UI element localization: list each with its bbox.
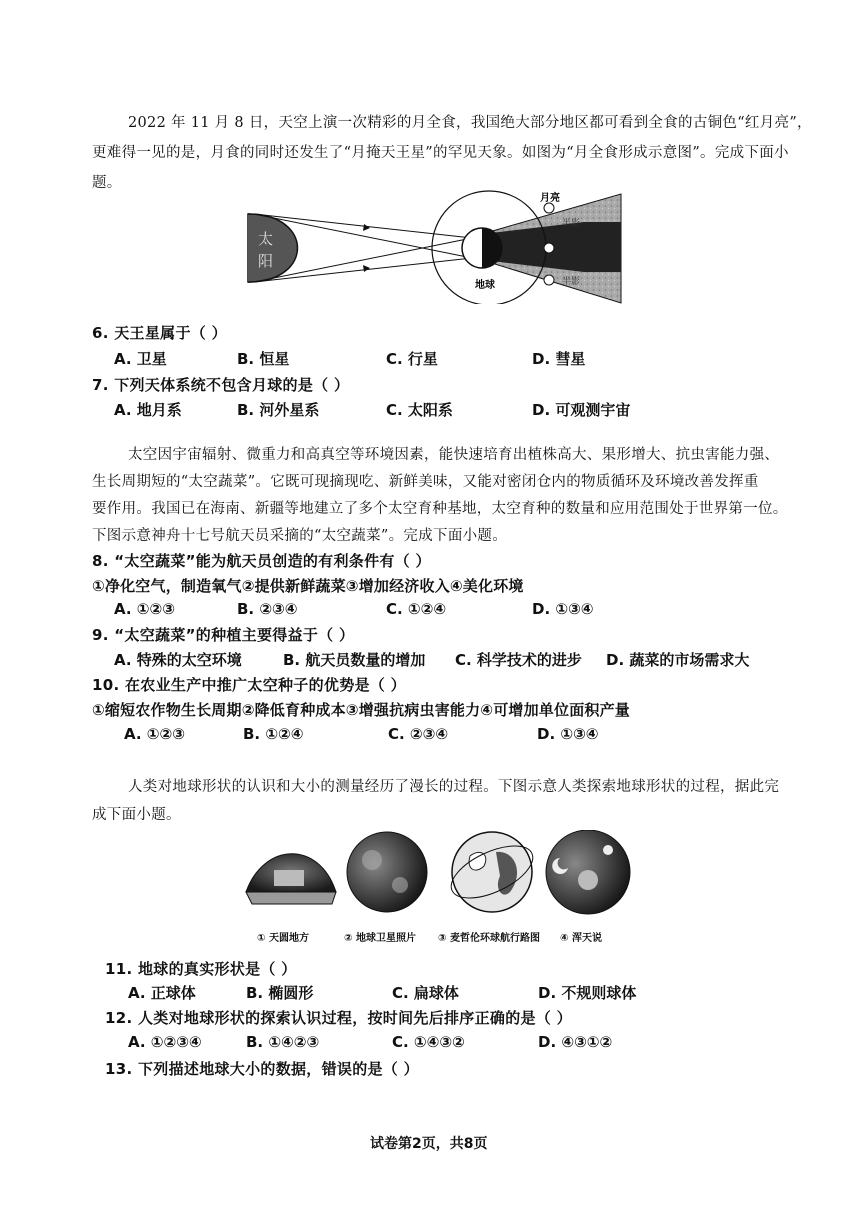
question-6-stem: 6. 天王星属于（ ）: [92, 324, 227, 342]
question-10-option-c[interactable]: C. ②③④: [388, 725, 449, 743]
moon-top: [544, 203, 554, 213]
question-9-option-c[interactable]: C. 科学技术的进步: [455, 651, 582, 669]
question-8-option-b[interactable]: B. ②③④: [237, 600, 298, 618]
satellite-photo-image: [347, 832, 427, 912]
question-11-option-b[interactable]: B. 椭圆形: [246, 984, 314, 1002]
moon-bottom: [544, 275, 554, 285]
sun-label-char-1: 太: [258, 230, 274, 248]
sky-round-earth-square-image: [246, 854, 336, 904]
question-7-stem: 7. 下列天体系统不包含月球的是（ ）: [92, 376, 350, 394]
question-12-stem: 12. 人类对地球形状的探索认识过程，按时间先后排序正确的是（ ）: [105, 1009, 572, 1027]
passage-1-line-2: 更难得一见的是，月食的同时还发生了“月掩天王星”的罕见天象。如图为“月全食形成示意图”。完成下面小: [92, 145, 789, 161]
question-10-stem: 10. 在农业生产中推广太空种子的优势是（ ）: [92, 676, 406, 694]
question-11-option-a[interactable]: A. 正球体: [128, 984, 196, 1002]
question-11-stem: 11. 地球的真实形状是（ ）: [105, 960, 297, 978]
question-10-option-d[interactable]: D. ①③④: [537, 725, 599, 743]
sun-label-char-2: 阳: [258, 252, 274, 270]
earth-label: 地球: [475, 280, 495, 291]
question-6-option-c[interactable]: C. 行星: [386, 350, 438, 368]
question-9-option-a[interactable]: A. 特殊的太空环境: [114, 651, 242, 669]
question-7-option-d[interactable]: D. 可观测宇宙: [532, 401, 631, 419]
question-8-option-c[interactable]: C. ①②④: [386, 600, 447, 618]
passage-2-line-1: 太空因宇宙辐射、微重力和高真空等环境因素，能快速培育出植株高大、果形增大、抗虫害能力强、: [128, 447, 780, 463]
question-6-option-b[interactable]: B. 恒星: [237, 350, 290, 368]
question-8-statements: ①净化空气，制造氧气②提供新鲜蔬菜③增加经济收入④美化环境: [92, 577, 524, 595]
question-7-option-c[interactable]: C. 太阳系: [386, 401, 453, 419]
figure-caption-4: ④ 浑天说: [560, 933, 602, 944]
question-10-option-a[interactable]: A. ①②③: [124, 725, 185, 743]
question-11-option-d[interactable]: D. 不规则球体: [538, 984, 637, 1002]
passage-3-line-2: 成下面小题。: [92, 807, 181, 823]
question-7-option-a[interactable]: A. 地月系: [114, 401, 182, 419]
question-10-statements: ①缩短农作物生长周期②降低育种成本③增强抗病虫害能力④可增加单位面积产量: [92, 701, 631, 719]
figure-caption-3: ③ 麦哲伦环球航行路图: [438, 933, 540, 944]
question-12-option-a[interactable]: A. ①②③④: [128, 1033, 202, 1051]
passage-1-line-1: 2022 年 11 月 8 日，天空上演一次精彩的月全食，我国绝大部分地区都可看到全食的古铜色“红月亮”，: [128, 115, 812, 131]
question-13-stem: 13. 下列描述地球大小的数据，错误的是（ ）: [105, 1060, 419, 1078]
question-6-option-d[interactable]: D. 彗星: [532, 350, 586, 368]
penumbra-label-bottom: 半影: [562, 277, 581, 287]
earth-shape-exploration-figure: [244, 830, 634, 928]
question-6-option-a[interactable]: A. 卫星: [114, 350, 167, 368]
lunar-eclipse-diagram: [244, 186, 626, 304]
question-9-option-d[interactable]: D. 蔬菜的市场需求大: [606, 651, 750, 669]
magellan-route-image: [444, 832, 541, 912]
figure-caption-2: ② 地球卫星照片: [344, 933, 416, 944]
moon-label: 月亮: [540, 193, 560, 204]
question-9-option-b[interactable]: B. 航天员数量的增加: [283, 651, 426, 669]
passage-3-line-1: 人类对地球形状的认识和大小的测量经历了漫长的过程。下图示意人类探索地球形状的过程，据此完: [128, 779, 780, 795]
moon-middle: [544, 243, 554, 253]
question-10-option-b[interactable]: B. ①②④: [243, 725, 304, 743]
question-8-option-a[interactable]: A. ①②③: [114, 600, 175, 618]
question-11-option-c[interactable]: C. 扁球体: [392, 984, 459, 1002]
penumbra-label-top: 半影: [562, 219, 581, 229]
question-7-option-b[interactable]: B. 河外星系: [237, 401, 320, 419]
passage-2-line-4: 下图示意神舟十七号航天员采摘的“太空蔬菜”。完成下面小题。: [92, 528, 508, 544]
figure-caption-1: ① 天圆地方: [257, 933, 309, 944]
question-12-option-b[interactable]: B. ①④②③: [246, 1033, 320, 1051]
question-12-option-c[interactable]: C. ①④③②: [392, 1033, 465, 1051]
question-8-option-d[interactable]: D. ①③④: [532, 600, 594, 618]
passage-1-line-3: 题。: [92, 175, 122, 191]
huntian-theory-image: [546, 830, 630, 914]
passage-2-line-2: 生长周期短的“太空蔬菜”。它既可现摘现吃、新鲜美味，又能对密闭仓内的物质循环及环境改善发挥重: [92, 474, 759, 490]
question-9-stem: 9. “太空蔬菜”的种植主要得益于（ ）: [92, 626, 355, 644]
question-12-option-d[interactable]: D. ④③①②: [538, 1033, 613, 1051]
page-footer: 试卷第2页，共8页: [370, 1136, 488, 1152]
question-8-stem: 8. “太空蔬菜”能为航天员创造的有利条件有（ ）: [92, 552, 431, 570]
passage-2-line-3: 要作用。我国已在海南、新疆等地建立了多个太空育种基地，太空育种的数量和应用范围处于世界第一位。: [92, 501, 788, 517]
